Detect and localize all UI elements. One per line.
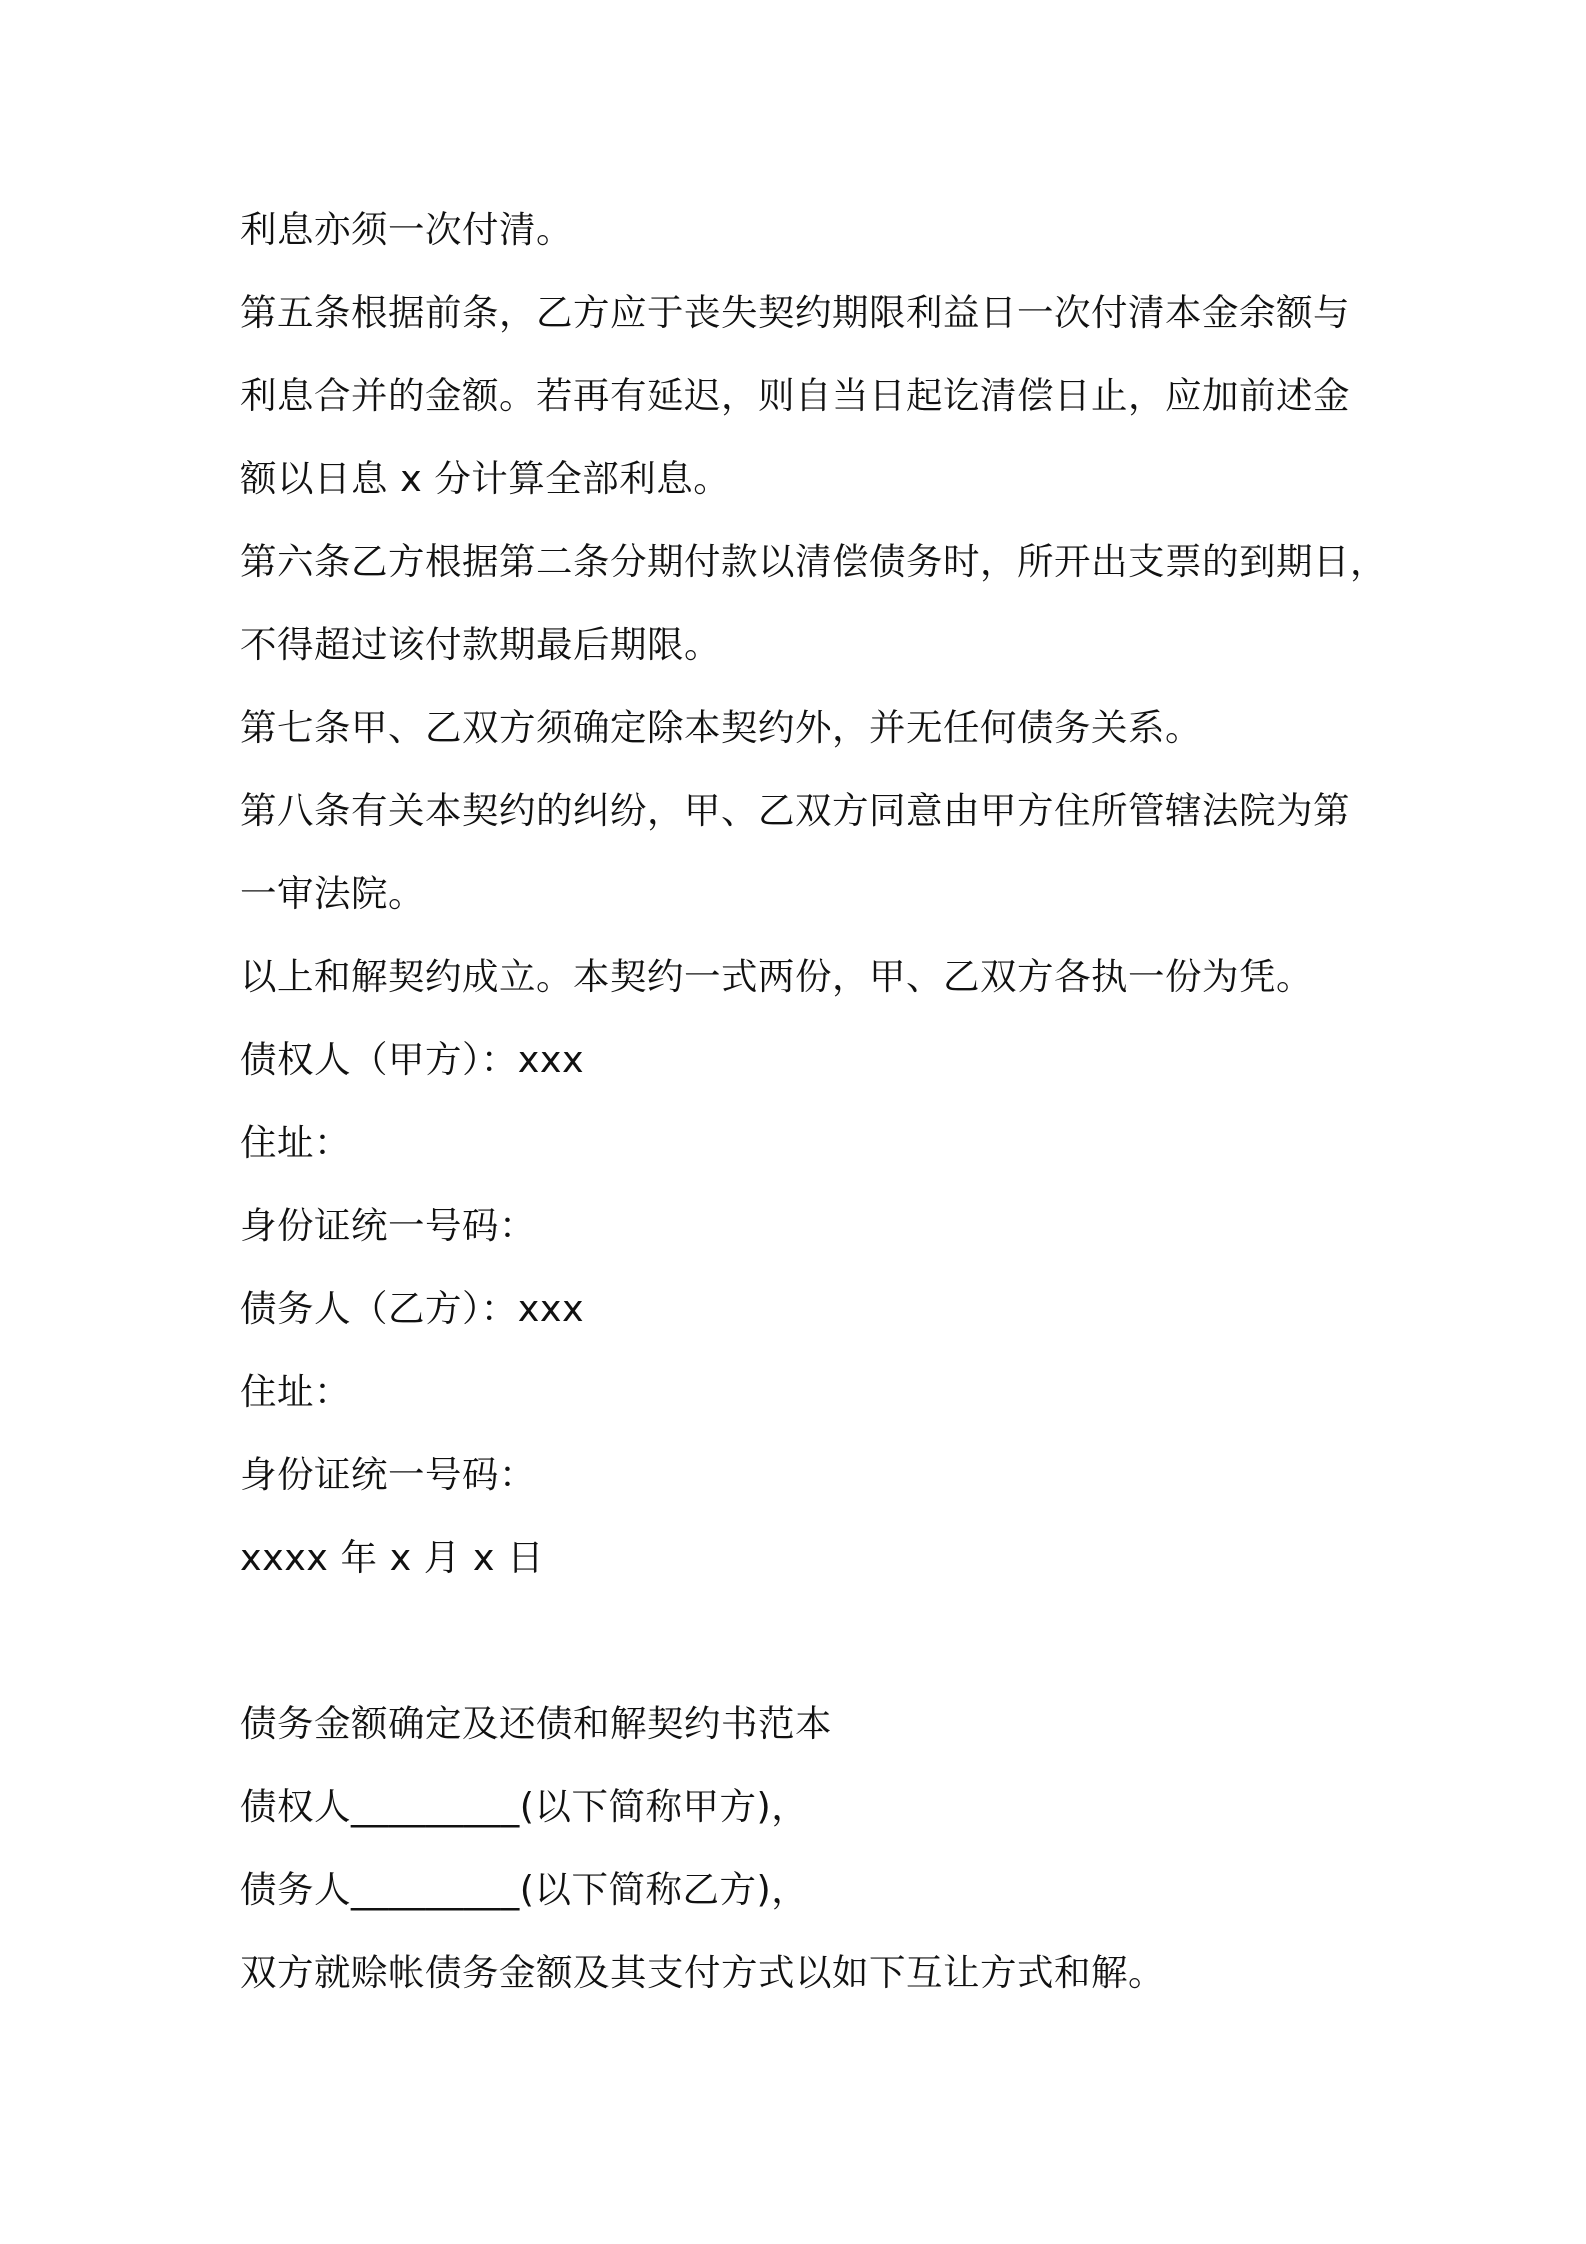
article-5-line-1: 第五条根据前条，乙方应于丧失契约期限利益日一次付清本金余额与 xyxy=(240,291,1350,334)
paragraph-line: 利息亦须一次付清。 xyxy=(240,208,573,251)
template-title: 债务金额确定及还债和解契约书范本 xyxy=(240,1702,832,1745)
debtor-name: 债务人（乙方）：xxx xyxy=(240,1287,585,1330)
creditor-id-number: 身份证统一号码： xyxy=(240,1204,536,1247)
debtor-address: 住址： xyxy=(240,1370,351,1413)
article-5-line-3: 额以日息 x 分计算全部利息。 xyxy=(240,457,731,500)
signing-date: xxxx 年 x 月 x 日 xyxy=(240,1536,545,1579)
article-8-line-2: 一审法院。 xyxy=(240,872,425,915)
article-5-line-2: 利息合并的金额。若再有延迟，则自当日起讫清偿日止，应加前述金 xyxy=(240,374,1350,417)
template-creditor-line: 债权人_________(以下简称甲方)， xyxy=(240,1785,809,1828)
article-8-line-1: 第八条有关本契约的纠纷，甲、乙双方同意由甲方住所管辖法院为第 xyxy=(240,789,1350,832)
creditor-address: 住址： xyxy=(240,1121,351,1164)
template-intro-line: 双方就赊帐债务金额及其支付方式以如下互让方式和解。 xyxy=(240,1951,1165,1994)
closing-statement: 以上和解契约成立。本契约一式两份，甲、乙双方各执一份为凭。 xyxy=(240,955,1313,998)
debtor-id-number: 身份证统一号码： xyxy=(240,1453,536,1496)
article-6-line-2: 不得超过该付款期最后期限。 xyxy=(240,623,721,666)
article-7-line: 第七条甲、乙双方须确定除本契约外，并无任何债务关系。 xyxy=(240,706,1202,749)
article-6-line-1: 第六条乙方根据第二条分期付款以清偿债务时，所开出支票的到期日， xyxy=(240,540,1387,583)
template-debtor-line: 债务人_________(以下简称乙方)， xyxy=(240,1868,809,1911)
creditor-name: 债权人（甲方）：xxx xyxy=(240,1038,585,1081)
